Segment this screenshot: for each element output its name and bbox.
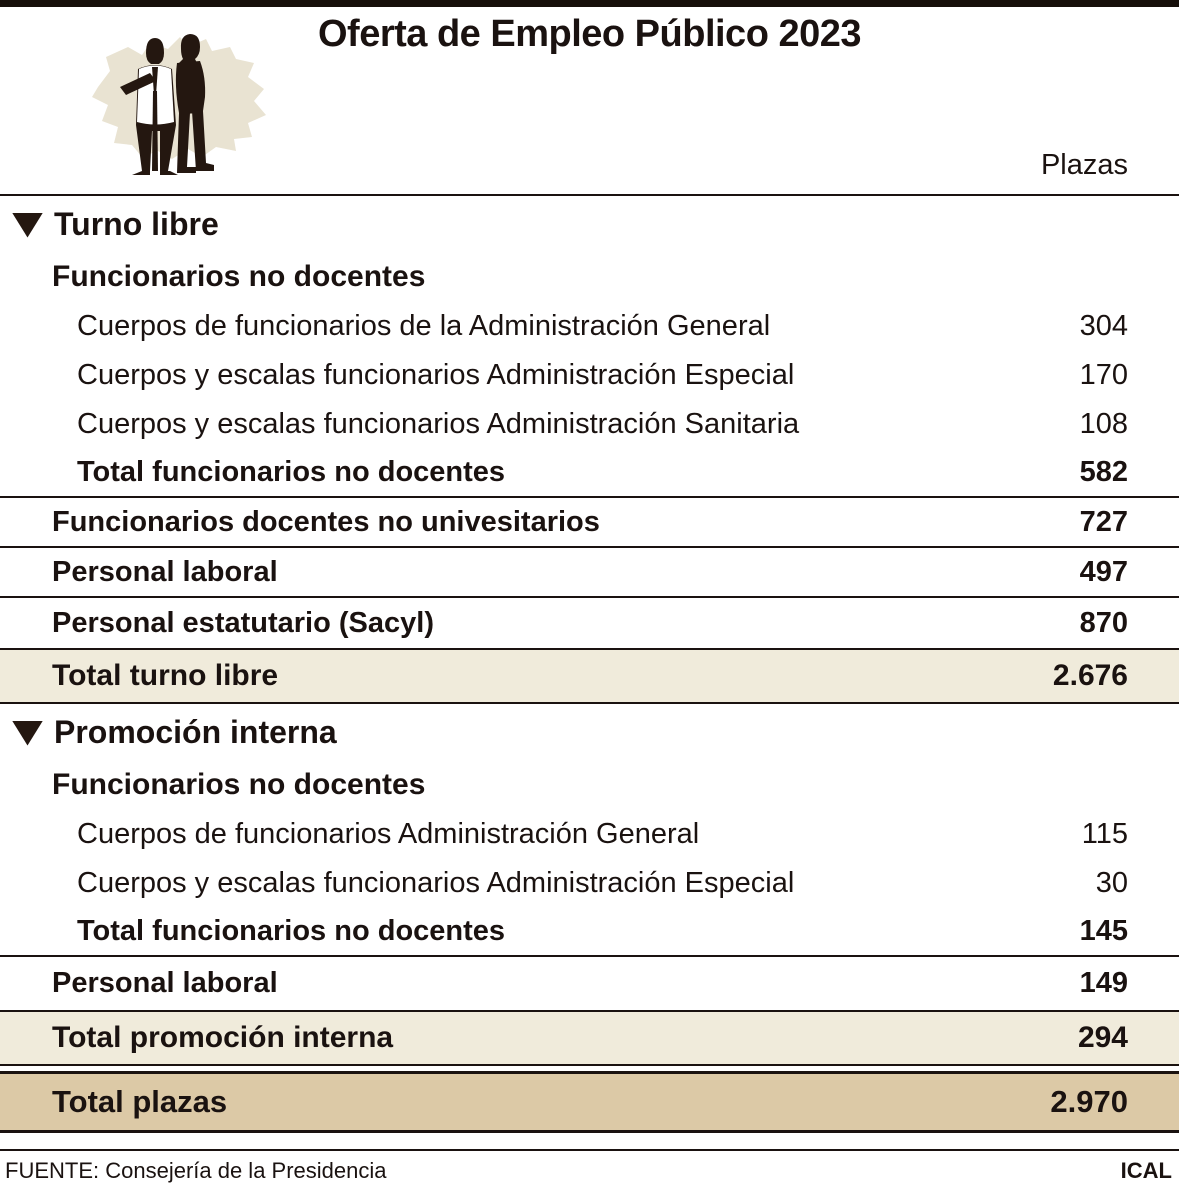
row-label: Cuerpos y escalas funcionarios Administración Sanitaria (77, 408, 800, 440)
subtotal-row (0, 449, 1179, 498)
table-row (0, 302, 1179, 351)
row-label: Total turno libre (52, 659, 279, 692)
source-text: FUENTE: Consejería de la Presidencia (5, 1158, 387, 1183)
section-promocion-interna (0, 704, 1179, 760)
table-row (0, 598, 1179, 648)
row-value: 145 (1079, 915, 1128, 947)
row-label: Total funcionarios no docentes (77, 915, 506, 947)
row-label: Total funcionarios no docentes (77, 456, 506, 488)
row-label: Cuerpos de funcionarios Administración General (77, 818, 700, 850)
row-label: Funcionarios docentes no univesitarios (52, 505, 600, 538)
row-value: 727 (1079, 505, 1128, 538)
section-label: Promoción interna (54, 713, 337, 750)
row-value: 294 (1077, 1021, 1128, 1054)
column-header-plazas: Plazas (1040, 149, 1128, 181)
table-row (0, 810, 1179, 859)
table-row (0, 859, 1179, 908)
row-value: 870 (1079, 606, 1128, 639)
total-row-promocion-interna (0, 1010, 1179, 1066)
section-turno-libre (0, 196, 1179, 252)
row-label: Cuerpos y escalas funcionarios Administración Especial (77, 867, 795, 899)
row-value: 2.676 (1052, 659, 1128, 692)
row-label: Personal laboral (52, 555, 278, 588)
row-value: 304 (1079, 310, 1128, 342)
top-bar (0, 0, 1179, 7)
header (0, 7, 1179, 196)
row-value: 30 (1095, 867, 1128, 899)
row-label: Total plazas (52, 1084, 228, 1119)
row-value: 497 (1079, 555, 1128, 588)
row-label: Cuerpos de funcionarios de la Administración General (77, 310, 771, 342)
row-label: Personal estatutario (Sacyl) (52, 606, 434, 639)
subheader-row (0, 252, 1179, 302)
row-value: 170 (1079, 359, 1128, 391)
total-row-turno-libre (0, 648, 1179, 704)
table-row (0, 351, 1179, 400)
grand-total-row (0, 1071, 1179, 1133)
row-value: 582 (1079, 456, 1128, 488)
subtotal-row (0, 908, 1179, 957)
table (0, 196, 1179, 1133)
row-value: 108 (1079, 408, 1128, 440)
table-row (0, 957, 1179, 1010)
row-label: Total promoción interna (52, 1021, 394, 1054)
page-title: Oferta de Empleo Público 2023 (317, 13, 861, 55)
row-value: 149 (1079, 967, 1128, 999)
subheader-label: Funcionarios no docentes (52, 260, 426, 293)
footer (0, 1149, 1179, 1184)
row-value: 2.970 (1050, 1084, 1128, 1119)
triangle-down-icon (12, 721, 43, 746)
subheader-row (0, 760, 1179, 810)
row-label: Cuerpos y escalas funcionarios Administración Especial (77, 359, 795, 391)
subheader-label: Funcionarios no docentes (52, 768, 426, 801)
table-row (0, 400, 1179, 449)
triangle-down-icon (12, 213, 43, 238)
row-label: Personal laboral (52, 967, 278, 999)
agency-credit: ICAL (1120, 1158, 1172, 1183)
table-row (0, 498, 1179, 548)
table-row (0, 548, 1179, 598)
row-value: 115 (1081, 818, 1128, 850)
section-label: Turno libre (54, 205, 219, 242)
